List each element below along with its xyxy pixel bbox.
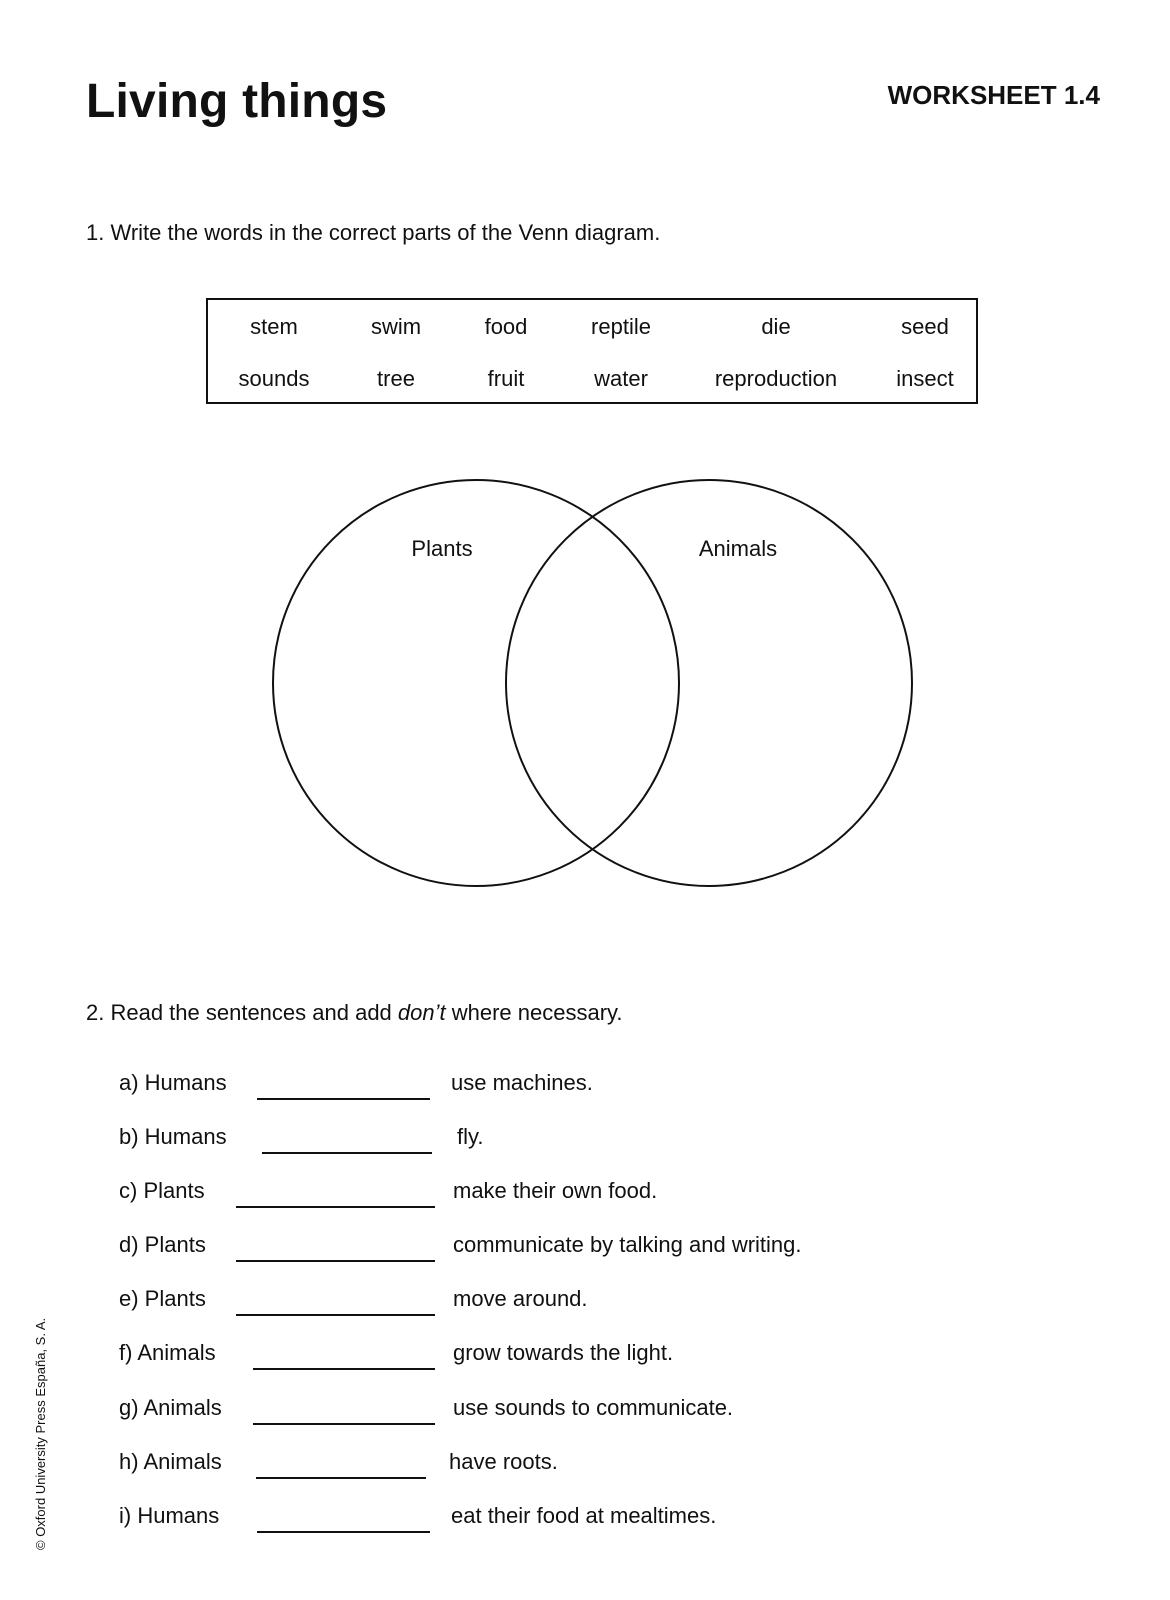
exercise-1-instruction: 1. Write the words in the correct parts of the Venn diagram. (86, 220, 661, 245)
sentence-row (0, 1232, 1170, 1272)
word-bank-item: insect (896, 366, 954, 391)
word-bank-item: fruit (487, 366, 525, 391)
answer-blank[interactable] (256, 1477, 426, 1479)
venn-circle-plants (273, 480, 679, 886)
answer-blank[interactable] (253, 1368, 435, 1370)
sentence-row (0, 1395, 1170, 1435)
sentence-row (0, 1124, 1170, 1164)
word-bank-item: stem (250, 314, 298, 339)
sentence-subject: e) Plants (119, 1286, 206, 1311)
sentence-subject: a) Humans (119, 1070, 227, 1095)
exercise-2-instruction (86, 1000, 623, 1026)
word-bank-item: water (594, 366, 648, 391)
sentence-row (0, 1070, 1170, 1110)
sentence-rest: make their own food. (453, 1178, 658, 1203)
word-bank-item: seed (901, 314, 949, 339)
sentence-row (0, 1449, 1170, 1489)
answer-blank[interactable] (253, 1423, 435, 1425)
exercise-2-instruction-emphasis: don’t (397, 1000, 446, 1025)
sentence-subject: h) Animals (119, 1449, 222, 1474)
answer-blank[interactable] (236, 1314, 435, 1316)
worksheet-number: WORKSHEET 1.4 (887, 80, 1100, 110)
copyright-notice: © Oxford University Press España, S. A. (33, 1317, 48, 1550)
venn-label-animals: Animals (698, 536, 778, 561)
sentence-rest: eat their food at mealtimes. (451, 1503, 717, 1528)
word-bank-item: reptile (591, 314, 651, 339)
sentence-rest: have roots. (449, 1449, 558, 1474)
sentence-row (0, 1503, 1170, 1543)
sentence-subject: i) Humans (119, 1503, 220, 1528)
answer-blank[interactable] (236, 1260, 435, 1262)
word-bank-item: sounds (238, 366, 310, 391)
venn-label-plants: Plants (411, 536, 473, 561)
word-bank-item: reproduction (714, 366, 838, 391)
answer-blank[interactable] (236, 1206, 435, 1208)
page-title: Living things (86, 75, 388, 128)
exercise-2-instruction-end: where necessary. (445, 1000, 623, 1025)
sentence-rest: grow towards the light. (453, 1340, 674, 1365)
sentence-rest: fly. (457, 1124, 484, 1149)
answer-blank[interactable] (257, 1531, 430, 1533)
answer-blank[interactable] (257, 1098, 430, 1100)
sentence-rest: use sounds to communicate. (453, 1395, 734, 1420)
exercise-2-instruction-start: 2. Read the sentences and add (86, 1000, 398, 1025)
sentence-subject: c) Plants (119, 1178, 205, 1203)
sentence-row (0, 1340, 1170, 1380)
sentence-subject: d) Plants (119, 1232, 206, 1257)
word-bank-item: swim (370, 314, 422, 339)
sentence-subject: b) Humans (119, 1124, 227, 1149)
word-bank-item: die (761, 314, 791, 339)
sentence-row (0, 1178, 1170, 1218)
sentence-subject: g) Animals (119, 1395, 222, 1420)
sentence-row (0, 1286, 1170, 1326)
sentence-rest: move around. (453, 1286, 588, 1311)
sentence-rest: communicate by talking and writing. (453, 1232, 802, 1257)
word-bank-item: food (484, 314, 528, 339)
sentence-rest: use machines. (451, 1070, 593, 1095)
word-bank-item: tree (377, 366, 415, 391)
answer-blank[interactable] (262, 1152, 432, 1154)
sentence-subject: f) Animals (119, 1340, 216, 1365)
